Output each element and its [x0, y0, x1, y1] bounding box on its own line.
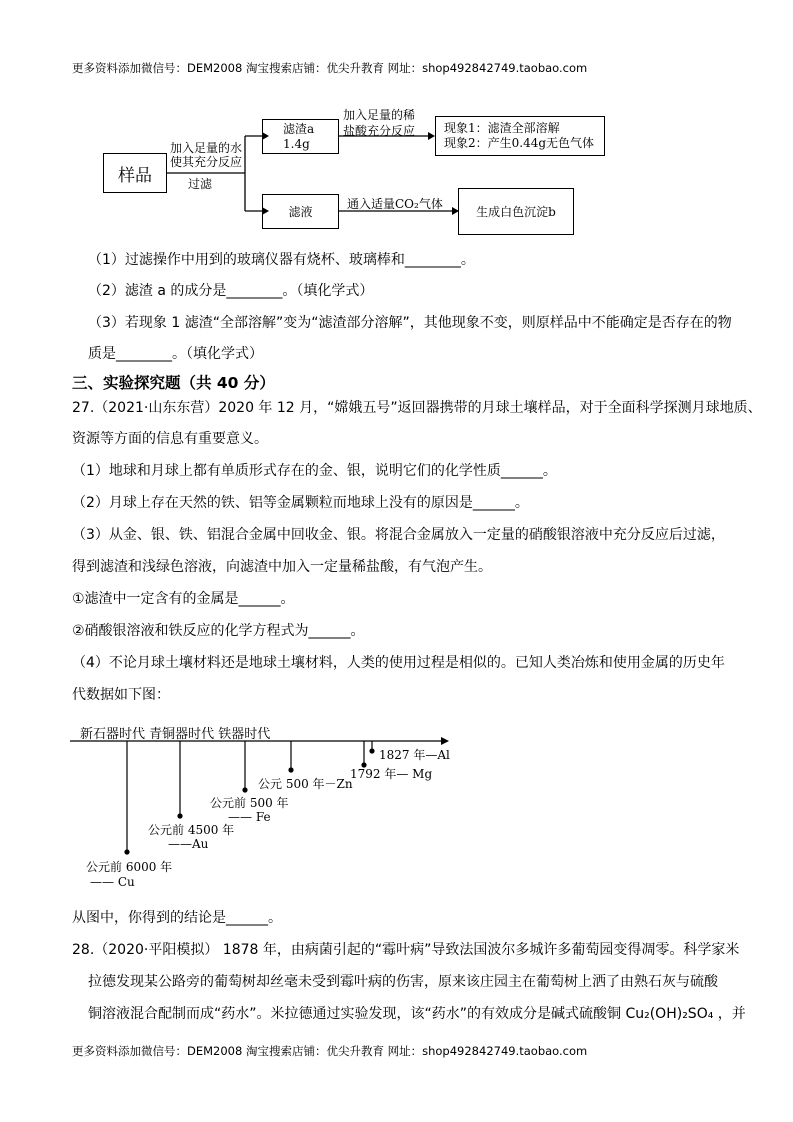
q26-part1: （1）过滤操作中用到的玻璃仪器有烧杯、玻璃棒和________。	[88, 252, 475, 268]
timeline-eras: 新石器时代 青铜器时代 铁器时代	[80, 727, 271, 742]
residue-mass: 1.4g	[283, 137, 310, 151]
q27-part4-line2: 代数据如下图：	[72, 687, 170, 703]
q27-blank2: ②硝酸银溶液和铁反应的化学方程式为______。	[72, 623, 365, 639]
timeline-arrowhead	[441, 737, 449, 745]
step1-line-a: 加入足量的水	[170, 141, 243, 155]
q27-part2: （2）月球上存在天然的铁、铝等金属颗粒而地球上没有的原因是______。	[72, 495, 529, 511]
acid-line-a: 加入足量的稀	[343, 108, 416, 122]
mg-label: 1792 年— Mg	[350, 767, 433, 781]
page-header: 更多资料添加微信号：DEM2008 淘宝搜索店铺：优尖升教育 网址：shop492842749.taobao.com	[72, 61, 588, 75]
acid-line-b: 盐酸充分反应	[343, 124, 416, 138]
fe-year: 公元前 500 年	[210, 796, 289, 810]
section-title: 三、实验探究题（共 40 分）	[72, 374, 275, 392]
q28-line1: 28.（2020·平阳模拟） 1878 年，由病菌引起的“霉叶病”导致法国波尔多城许多葡萄园变得凋零。科学家米	[72, 942, 740, 958]
fe-label: —— Fe	[228, 810, 271, 824]
residue-a: 滤渣a	[283, 122, 315, 136]
q28-line2: 拉德发现某公路旁的葡萄树却丝毫未受到霉叶病的伤害，原来该庄园主在葡萄树上洒了由熟石灰与硫酸	[88, 974, 718, 990]
phenomenon-2: 现象2：产生0.44g无色气体	[444, 136, 595, 150]
zn-dot	[288, 767, 293, 772]
al-label: 1827 年—Al	[379, 748, 450, 762]
precipitate-box: 生成白色沉淀b	[458, 188, 574, 235]
cu-label: —— Cu	[90, 875, 135, 889]
sample-box: 样品	[103, 153, 167, 193]
q27-line1: 27.（2021·山东东营）2020 年 12 月，“嫦娥五号”返回器携带的月球土壤样品，对于全面科学探测月球地质、	[72, 400, 762, 416]
cu-dot	[124, 849, 129, 854]
q27-part3-line2: 得到滤渣和浅绿色溶液，向滤渣中加入一定量稀盐酸，有气泡产生。	[72, 559, 492, 575]
q27-part3-line1: （3）从金、银、铁、铝混合金属中回收金、银。将混合金属放入一定量的硝酸银溶液中充分反应后过滤，	[72, 527, 725, 543]
step1-line-b: 使其充分反应	[170, 155, 243, 169]
co2-label: 通入适量CO₂气体	[347, 197, 443, 211]
step1-filter: 过滤	[188, 177, 213, 191]
au-dot	[177, 813, 182, 818]
cu-year: 公元前 6000 年	[86, 860, 173, 874]
phenomenon-1: 现象1：滤渣全部溶解	[444, 121, 560, 135]
zn-label: 公元 500 年－Zn	[258, 777, 353, 791]
filtrate-box: 滤液	[262, 194, 339, 229]
au-label: ——Au	[168, 837, 209, 851]
q27-conclusion: 从图中，你得到的结论是______。	[72, 910, 282, 926]
au-year: 公元前 4500 年	[148, 823, 235, 837]
q26-part2: （2）滤渣 a 的成分是________。（填化学式）	[88, 283, 374, 299]
q26-part3-line2: 质是________。（填化学式）	[88, 346, 263, 362]
q27-blank1: ①滤渣中一定含有的金属是______。	[72, 591, 295, 607]
q26-part3-line1: （3）若现象 1 滤渣“全部溶解”变为“滤渣部分溶解”，其他现象不变，则原样品中不能确定是否存在的物	[88, 315, 732, 331]
fe-dot	[242, 787, 247, 792]
q27-line2: 资源等方面的信息有重要意义。	[72, 431, 268, 447]
al-dot	[369, 748, 374, 753]
page-footer: 更多资料添加微信号：DEM2008 淘宝搜索店铺：优尖升教育 网址：shop492842749.taobao.com	[72, 1044, 588, 1058]
q27-part1: （1）地球和月球上都有单质形式存在的金、银，说明它们的化学性质______。	[72, 463, 557, 479]
q27-part4-line1: （4）不论月球土壤材料还是地球土壤材料，人类的使用过程是相似的。已知人类冶炼和使用金属的历史年	[72, 655, 725, 671]
q28-line3: 铜溶液混合配制而成“药水”。米拉德通过实验发现，该“药水”的有效成分是碱式硫酸铜 Cu₂(OH)₂SO₄ ，并	[88, 1006, 746, 1022]
